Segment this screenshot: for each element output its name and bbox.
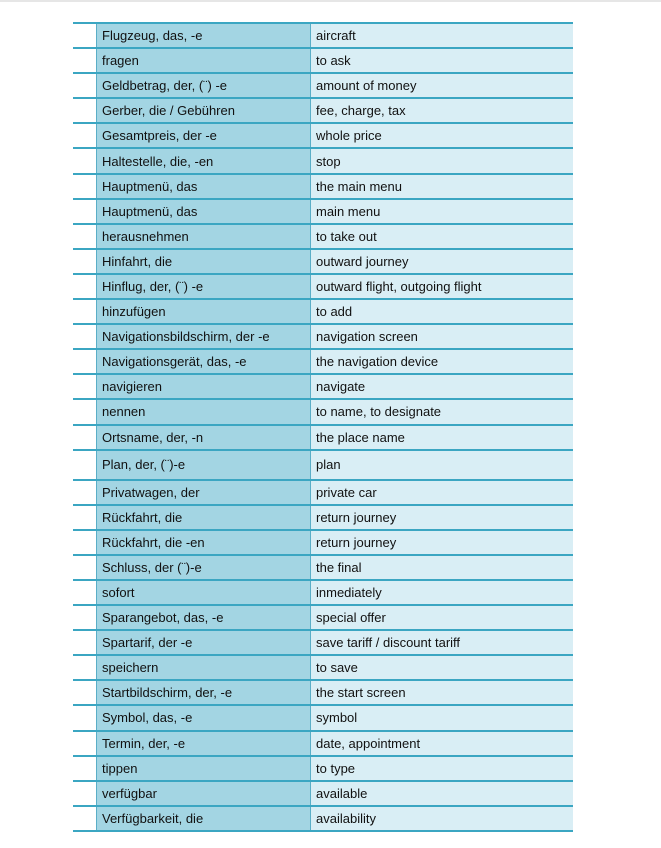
row-margin-cell <box>73 249 97 274</box>
table-row <box>73 73 573 98</box>
english-translation-cell: navigate <box>311 374 574 399</box>
german-term-cell: Spartarif, der -e <box>97 630 311 655</box>
row-margin-cell <box>73 224 97 249</box>
german-term-cell: Hauptmenü, das <box>97 199 311 224</box>
german-term-cell: Hinflug, der, (¨) -e <box>97 274 311 299</box>
table-row <box>73 249 573 274</box>
table-row <box>73 705 573 730</box>
table-row <box>73 374 573 399</box>
row-margin-cell <box>73 555 97 580</box>
row-margin-cell <box>73 450 97 480</box>
table-row <box>73 480 573 505</box>
english-translation-cell: availability <box>311 806 574 831</box>
german-term-cell: tippen <box>97 756 311 781</box>
table-row <box>73 806 573 831</box>
table-row <box>73 349 573 374</box>
german-term-cell: hinzufügen <box>97 299 311 324</box>
vocabulary-table <box>73 22 573 832</box>
table-row <box>73 399 573 424</box>
english-translation-cell: amount of money <box>311 73 574 98</box>
table-row <box>73 299 573 324</box>
table-row <box>73 680 573 705</box>
row-margin-cell <box>73 756 97 781</box>
english-translation-cell: to ask <box>311 48 574 73</box>
german-term-cell: Schluss, der (¨)-e <box>97 555 311 580</box>
table-row <box>73 199 573 224</box>
table-row <box>73 555 573 580</box>
german-term-cell: Plan, der, (¨)-e <box>97 450 311 480</box>
row-margin-cell <box>73 199 97 224</box>
german-term-cell: Rückfahrt, die <box>97 505 311 530</box>
german-term-cell: Ortsname, der, -n <box>97 425 311 450</box>
table-row <box>73 530 573 555</box>
row-margin-cell <box>73 174 97 199</box>
table-row <box>73 224 573 249</box>
row-margin-cell <box>73 806 97 831</box>
english-translation-cell: main menu <box>311 199 574 224</box>
table-row <box>73 23 573 48</box>
row-margin-cell <box>73 48 97 73</box>
row-margin-cell <box>73 655 97 680</box>
vocabulary-table-body <box>73 23 573 831</box>
german-term-cell: Rückfahrt, die -en <box>97 530 311 555</box>
english-translation-cell: fee, charge, tax <box>311 98 574 123</box>
english-translation-cell: the final <box>311 555 574 580</box>
table-row <box>73 98 573 123</box>
english-translation-cell: navigation screen <box>311 324 574 349</box>
german-term-cell: Navigationsgerät, das, -e <box>97 349 311 374</box>
german-term-cell: Navigationsbildschirm, der -e <box>97 324 311 349</box>
english-translation-cell: to type <box>311 756 574 781</box>
german-term-cell: Geldbetrag, der, (¨) -e <box>97 73 311 98</box>
english-translation-cell: available <box>311 781 574 806</box>
table-row <box>73 174 573 199</box>
german-term-cell: Haltestelle, die, -en <box>97 148 311 173</box>
table-row <box>73 655 573 680</box>
english-translation-cell: to take out <box>311 224 574 249</box>
row-margin-cell <box>73 580 97 605</box>
english-translation-cell: whole price <box>311 123 574 148</box>
row-margin-cell <box>73 530 97 555</box>
row-margin-cell <box>73 123 97 148</box>
row-margin-cell <box>73 399 97 424</box>
english-translation-cell: return journey <box>311 530 574 555</box>
english-translation-cell: outward journey <box>311 249 574 274</box>
german-term-cell: Gesamtpreis, der -e <box>97 123 311 148</box>
english-translation-cell: the main menu <box>311 174 574 199</box>
row-margin-cell <box>73 705 97 730</box>
english-translation-cell: the place name <box>311 425 574 450</box>
english-translation-cell: plan <box>311 450 574 480</box>
english-translation-cell: inmediately <box>311 580 574 605</box>
row-margin-cell <box>73 731 97 756</box>
german-term-cell: Sparangebot, das, -e <box>97 605 311 630</box>
row-margin-cell <box>73 425 97 450</box>
table-row <box>73 324 573 349</box>
page-top-edge <box>0 0 661 2</box>
row-margin-cell <box>73 324 97 349</box>
german-term-cell: Privatwagen, der <box>97 480 311 505</box>
row-margin-cell <box>73 349 97 374</box>
row-margin-cell <box>73 299 97 324</box>
german-term-cell: fragen <box>97 48 311 73</box>
row-margin-cell <box>73 630 97 655</box>
english-translation-cell: save tariff / discount tariff <box>311 630 574 655</box>
german-term-cell: Hauptmenü, das <box>97 174 311 199</box>
row-margin-cell <box>73 680 97 705</box>
english-translation-cell: to save <box>311 655 574 680</box>
table-row <box>73 580 573 605</box>
english-translation-cell: the start screen <box>311 680 574 705</box>
english-translation-cell: the navigation device <box>311 349 574 374</box>
german-term-cell: verfügbar <box>97 781 311 806</box>
table-row <box>73 123 573 148</box>
table-row <box>73 605 573 630</box>
english-translation-cell: date, appointment <box>311 731 574 756</box>
german-term-cell: Gerber, die / Gebühren <box>97 98 311 123</box>
german-term-cell: navigieren <box>97 374 311 399</box>
english-translation-cell: to name, to designate <box>311 399 574 424</box>
table-row <box>73 756 573 781</box>
german-term-cell: sofort <box>97 580 311 605</box>
row-margin-cell <box>73 374 97 399</box>
english-translation-cell: symbol <box>311 705 574 730</box>
german-term-cell: Hinfahrt, die <box>97 249 311 274</box>
english-translation-cell: special offer <box>311 605 574 630</box>
english-translation-cell: stop <box>311 148 574 173</box>
row-margin-cell <box>73 605 97 630</box>
table-row <box>73 274 573 299</box>
german-term-cell: Symbol, das, -e <box>97 705 311 730</box>
table-row <box>73 450 573 480</box>
row-margin-cell <box>73 480 97 505</box>
german-term-cell: Startbildschirm, der, -e <box>97 680 311 705</box>
english-translation-cell: aircraft <box>311 23 574 48</box>
row-margin-cell <box>73 274 97 299</box>
row-margin-cell <box>73 505 97 530</box>
german-term-cell: Flugzeug, das, -e <box>97 23 311 48</box>
row-margin-cell <box>73 73 97 98</box>
table-row <box>73 425 573 450</box>
english-translation-cell: to add <box>311 299 574 324</box>
english-translation-cell: outward flight, outgoing flight <box>311 274 574 299</box>
table-row <box>73 148 573 173</box>
english-translation-cell: return journey <box>311 505 574 530</box>
row-margin-cell <box>73 98 97 123</box>
table-row <box>73 731 573 756</box>
row-margin-cell <box>73 781 97 806</box>
german-term-cell: Termin, der, -e <box>97 731 311 756</box>
german-term-cell: speichern <box>97 655 311 680</box>
table-row <box>73 781 573 806</box>
row-margin-cell <box>73 23 97 48</box>
table-row <box>73 48 573 73</box>
table-row <box>73 505 573 530</box>
row-margin-cell <box>73 148 97 173</box>
table-row <box>73 630 573 655</box>
german-term-cell: Verfügbarkeit, die <box>97 806 311 831</box>
german-term-cell: nennen <box>97 399 311 424</box>
german-term-cell: herausnehmen <box>97 224 311 249</box>
english-translation-cell: private car <box>311 480 574 505</box>
